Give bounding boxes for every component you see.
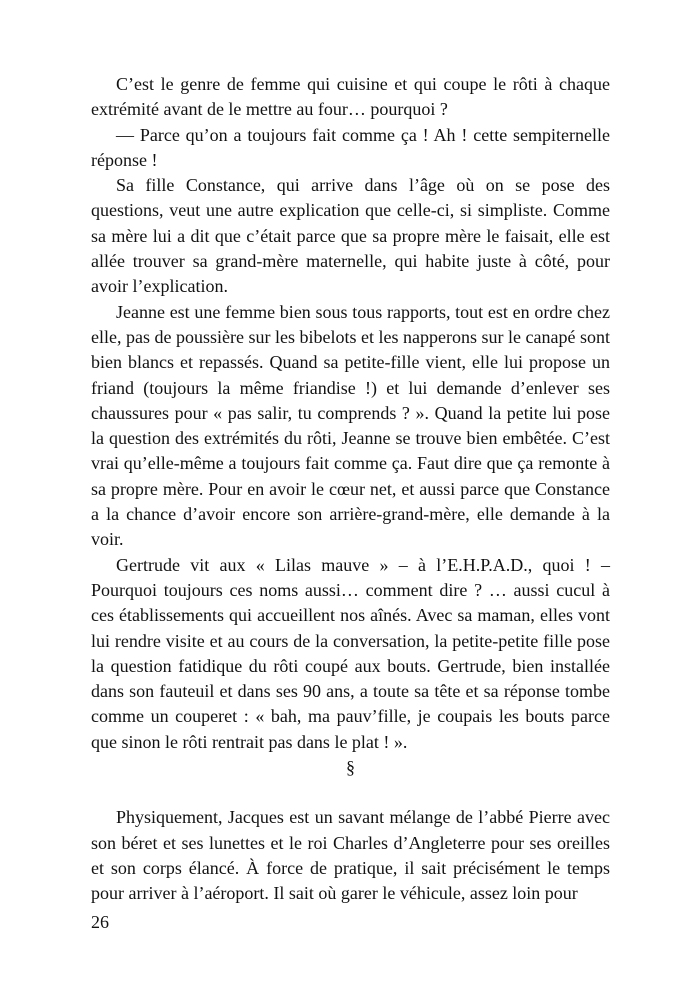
paragraph-5: Gertrude vit aux « Lilas mauve » – à l’E.H.P.A.D., quoi ! – Pourquoi toujours ces noms aussi… comment dire ? … aussi cucul à ces établissements qui accueillent nos aînés. Avec sa maman, elles vont lui rendre visite et au cours de la conversation, la petite-petite fille pose la question fatidique du rôti coupé aux bouts. Gertrude, bien installée dans son fauteuil et dans ses 90 ans, a toute sa tête et sa réponse tombe comme un couperet : « bah, ma pauv’fille, je coupais les bouts parce que sinon le rôti rentrait pas dans le plat ! ». xyxy=(91,554,610,752)
paragraph-2-dialogue: — Parce qu’on a toujours fait comme ça ! Ah ! cette sempiternelle réponse ! xyxy=(91,124,610,170)
section-divider-mark: § xyxy=(346,757,355,778)
page-text-block xyxy=(91,72,610,907)
paragraph-4: Jeanne est une femme bien sous tous rapports, tout est en ordre chez elle, pas de poussière sur les bibelots et les napperons sur le canapé sont bien blancs et repassés. Quand sa petite-fille vient, elle lui propose un friand (toujours la même friandise !) et lui demande d’enlever ses chaussures pour « pas salir, tu comprends ? ». Quand la petite lui pose la question des extrémités du rôti, Jeanne se trouve bien embêtée. C’est vrai qu’elle-même a toujours fait comme ça. Faut dire que ça remonte à sa propre mère. Pour en avoir le cœur net, et aussi parce que Constance a la chance d’avoir encore son arrière-grand-mère, elle demande à la voir. xyxy=(91,301,610,550)
paragraph-3: Sa fille Constance, qui arrive dans l’âge où on se pose des questions, veut une autre explication que celle-ci, si simpliste. Comme sa mère lui a dit que c’était parce que sa propre mère le faisait, elle est allée trouver sa grand-mère maternelle, qui habite juste à côté, pour avoir l’explication. xyxy=(91,175,610,297)
page-number: 26 xyxy=(91,912,109,932)
paragraph-1: C’est le genre de femme qui cuisine et qui coupe le rôti à chaque extrémité avant de le mettre au four… pourquoi ? xyxy=(91,74,610,120)
paragraph-6: Physiquement, Jacques est un savant mélange de l’abbé Pierre avec son béret et ses lunettes et le roi Charles d’Angleterre pour ses oreilles et son corps élancé. À force de pratique, il sait précisément le temps pour arriver à l’aéroport. Il sait où garer le véhicule, assez loin pour xyxy=(91,807,610,904)
